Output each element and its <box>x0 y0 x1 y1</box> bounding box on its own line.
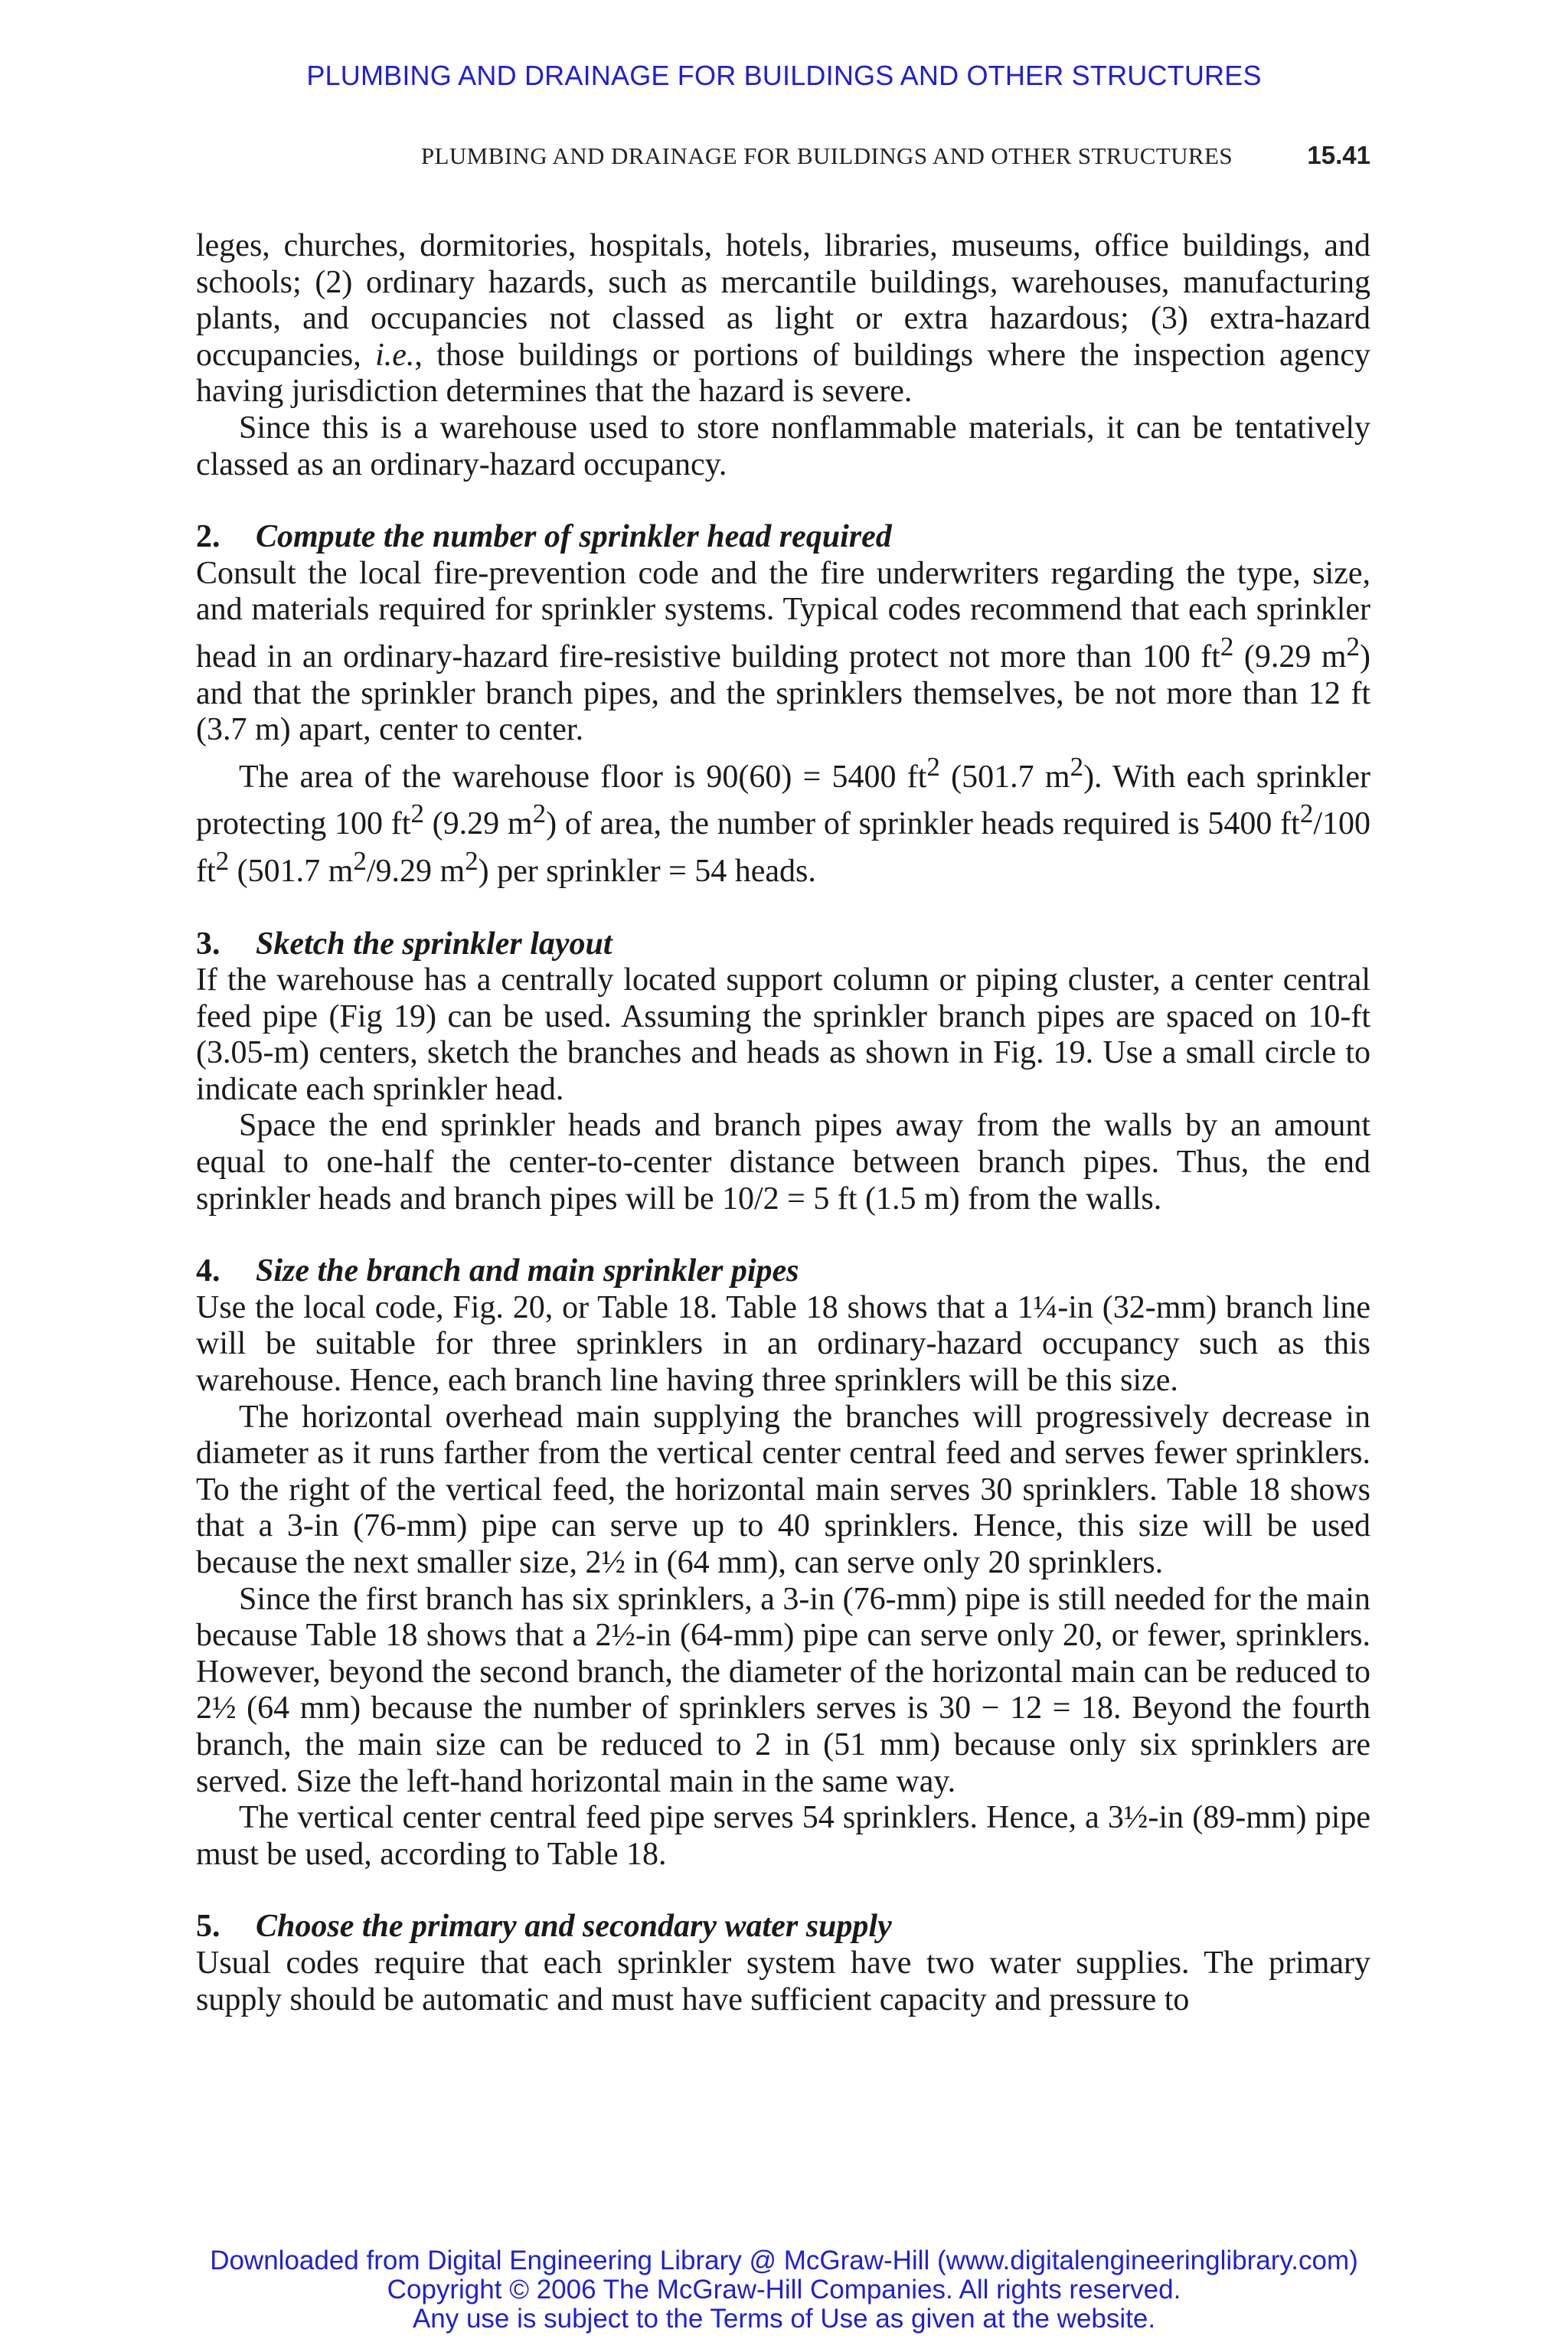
step-2-heading: 2. Compute the number of sprinkler head required <box>196 519 892 555</box>
step-4-paragraph-3: Since the first branch has six sprinklers, a 3-in (76-mm) pipe is still needed for the main because Table 18 shows that a 2½-in (64-mm) pipe can serve only 20, or fewer, sprinklers. However, beyond the second branch, the diameter of the horizontal main can be reduced to 2½ (64 mm) because the number of sprinklers serves is 30 − 12 = 18. Beyond the fourth branch, the main size can be reduced to 2 in (51 mm) because only six sprinklers are served. Size the left-hand horizontal main in the same way. <box>196 1581 1370 1799</box>
footer-terms-link[interactable]: Any use is subject to the Terms of Use as given at the website. <box>412 2304 1156 2334</box>
running-header <box>196 142 1370 176</box>
step-5-paragraph-1: Usual codes require that each sprinkler system have two water supplies. The primary supply should be automatic and must have sufficient capacity and pressure to <box>196 1945 1370 2017</box>
step-2-paragraph-2: The area of the warehouse floor is 90(60) = 5400 $ft^2$ (501.7 $m^2$). With each sprinkler protecting 100 $ft^2$ (9.29 $m^2$) of area, the number of sprinkler heads required is 5400 $ft^2/100$ $ft^2$ (501.7 $m^2/9.29$ $m^2$) per sprinkler = 54 heads. <box>196 751 1371 889</box>
footer-download-link[interactable]: Downloaded from Digital Engineering Library @ McGraw-Hill (www.digitalengineeringlibrary.com) <box>210 2246 1358 2275</box>
chapter-banner[interactable]: PLUMBING AND DRAINAGE FOR BUILDINGS AND OTHER STRUCTURES <box>306 60 1262 91</box>
step-3-paragraph-1: If the warehouse has a centrally located support column or piping cluster, a center central feed pipe (Fig 19) can be used. Assuming the sprinkler branch pipes are spaced on 10-ft (3.05-m) centers, sketch the branches and heads as shown in Fig. 19. Use a small circle to indicate each sprinkler head. <box>196 962 1370 1107</box>
running-header-title: PLUMBING AND DRAINAGE FOR BUILDINGS AND OTHER STRUCTURES <box>420 142 1233 169</box>
footer-copyright: Copyright © 2006 The McGraw-Hill Companies. All rights reserved. <box>387 2275 1181 2305</box>
step-4-heading: 4. Size the branch and main sprinkler pipes <box>196 1253 799 1289</box>
step-3-heading: 3. Sketch the sprinkler layout <box>196 926 612 962</box>
step-4-paragraph-1: Use the local code, Fig. 20, or Table 18. Table 18 shows that a 1¼-in (32-mm) branch line will be suitable for three sprinklers in an ordinary-hazard occupancy such as this warehouse. Hence, each branch line having three sprinklers will be this size. <box>196 1289 1370 1399</box>
step-4-paragraph-4: The vertical center central feed pipe serves 54 sprinklers. Hence, a 3½-in (89-mm) pipe must be used, according to Table 18. <box>196 1800 1370 1872</box>
footer <box>0 2246 1568 2334</box>
intro-paragraph-1: leges, churches, dormitories, hospitals, hotels, libraries, museums, office buildings, and schools; (2) ordinary hazards, such as mercantile buildings, warehouses, manufacturing plants, and occupancies not classed as light or extra hazardous; (3) extra-hazard occupancies, i.e., those buildings or portions of buildings where the inspection agency having jurisdiction determines that the hazard is severe. <box>196 228 1370 410</box>
step-5-heading: 5. Choose the primary and secondary water supply <box>196 1909 892 1945</box>
step-4-paragraph-2: The horizontal overhead main supplying the branches will progressively decrease in diameter as it runs farther from the vertical center central feed and serves fewer sprinklers. To the right of the vertical feed, the horizontal main serves 30 sprinklers. Table 18 shows that a 3-in (76-mm) pipe can serve up to 40 sprinklers. Hence, this size will be used because the next smaller size, 2½ in (64 mm), can serve only 20 sprinklers. <box>196 1399 1370 1580</box>
step-3-paragraph-2: Space the end sprinkler heads and branch pipes away from the walls by an amount equal to one-half the center-to-center distance between branch pipes. Thus, the end sprinkler heads and branch pipes will be 10/2 = 5 ft (1.5 m) from the walls. <box>196 1108 1370 1217</box>
intro-paragraph-2: Since this is a warehouse used to store nonflammable materials, it can be tentatively classed as an ordinary-hazard occupancy. <box>196 410 1370 482</box>
page-body <box>196 228 1370 2018</box>
step-2-paragraph-1: Consult the local fire-prevention code and the fire underwriters regarding the type, size, and materials required for sprinkler systems. Typical codes recommend that each sprinkler head in an ordinary-hazard fire-resistive building protect not more than 100 $ft^2$ (9.29 $m^2$) and that the sprinkler branch pipes, and the sprinklers themselves, be not more than 12 ft (3.7 m) apart, center to center. <box>196 555 1370 748</box>
page-number: 15.41 <box>1307 141 1370 169</box>
